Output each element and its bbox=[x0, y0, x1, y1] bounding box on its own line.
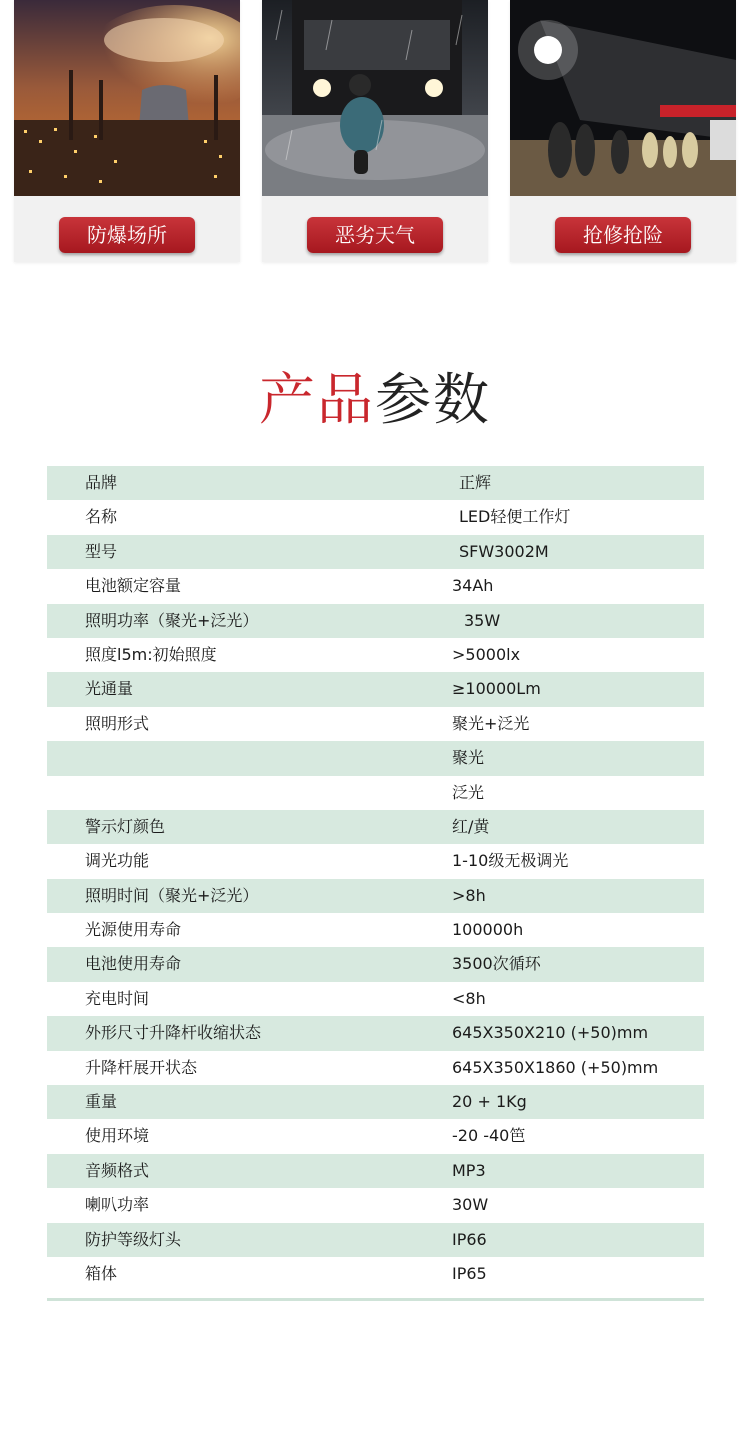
spec-row-charge-time bbox=[47, 982, 704, 1016]
spec-row-lighting-time bbox=[47, 879, 704, 913]
spec-key: 充电时间 bbox=[85, 988, 150, 1008]
spec-row-weight bbox=[47, 1085, 704, 1119]
spec-row-light-source-life bbox=[47, 913, 704, 947]
spec-key: 喇叭功率 bbox=[85, 1195, 150, 1215]
spec-key: 型号 bbox=[85, 541, 118, 561]
spec-value: ≥10000Lm bbox=[452, 679, 541, 699]
spec-key: 照明形式 bbox=[85, 713, 150, 733]
application-scenes bbox=[0, 0, 750, 265]
spec-row-size-retracted bbox=[47, 1016, 704, 1050]
spec-value: >8h bbox=[452, 885, 486, 905]
spec-value: -20 -40笆 bbox=[452, 1126, 526, 1146]
section-title-part1: 产品 bbox=[259, 368, 375, 433]
rescue-night-photo bbox=[510, 0, 736, 196]
spec-row-lighting-power bbox=[47, 604, 704, 638]
spec-key: 照明时间（聚光+泛光） bbox=[85, 885, 259, 905]
spec-row-speaker-power bbox=[47, 1188, 704, 1222]
spec-row-illuminance bbox=[47, 638, 704, 672]
spec-value: 3500次循环 bbox=[452, 954, 541, 974]
spec-key: 照度l5m:初始照度 bbox=[85, 644, 217, 664]
spec-row-name bbox=[47, 500, 704, 534]
scene-label-rescue: 抢修抢险 bbox=[555, 217, 691, 253]
rain-bus-photo bbox=[262, 0, 488, 196]
spec-row-audio-format bbox=[47, 1154, 704, 1188]
spec-row-dimming bbox=[47, 844, 704, 878]
spec-key: 照明功率（聚光+泛光） bbox=[85, 610, 259, 630]
spec-key: 防护等级灯头 bbox=[85, 1229, 182, 1249]
spec-key: 电池额定容量 bbox=[85, 576, 182, 596]
spec-key: 光通量 bbox=[85, 679, 134, 699]
spec-row-size-extended bbox=[47, 1051, 704, 1085]
spec-row-brand bbox=[47, 466, 704, 500]
scene-card-rescue bbox=[510, 0, 736, 262]
scene-label-explosion-proof: 防爆场所 bbox=[59, 217, 195, 253]
scene-label-bad-weather: 恶劣天气 bbox=[307, 217, 443, 253]
spec-value: 红/黄 bbox=[452, 816, 490, 836]
spec-value: IP66 bbox=[452, 1229, 487, 1249]
spec-key: 箱体 bbox=[85, 1263, 118, 1283]
spec-row-warning-color bbox=[47, 810, 704, 844]
scene-card-explosion-proof bbox=[14, 0, 240, 262]
spec-key: 品牌 bbox=[85, 473, 118, 492]
spec-key: 名称 bbox=[85, 507, 118, 527]
spec-value: 645X350X1860 (+50)mm bbox=[452, 1057, 659, 1077]
spec-row-protection-lamp bbox=[47, 1223, 704, 1257]
spec-key: 外形尺寸升降杆收缩状态 bbox=[85, 1023, 262, 1043]
spec-value: 1-10级无极调光 bbox=[452, 851, 569, 871]
spec-row-battery-life bbox=[47, 947, 704, 981]
spec-value: LED轻便工作灯 bbox=[459, 507, 571, 527]
spec-row-flood bbox=[47, 776, 704, 810]
spec-key: 重量 bbox=[85, 1092, 118, 1112]
spec-value: 正辉 bbox=[459, 473, 492, 492]
spec-key: 光源使用寿命 bbox=[85, 920, 182, 940]
scene-card-bad-weather bbox=[262, 0, 488, 262]
section-title-part2: 参数 bbox=[375, 368, 491, 433]
spec-value: 30W bbox=[452, 1195, 489, 1215]
spec-row-lighting-mode bbox=[47, 707, 704, 741]
spec-value: IP65 bbox=[452, 1263, 487, 1283]
spec-value: MP3 bbox=[452, 1160, 486, 1180]
spec-value: 34Ah bbox=[452, 576, 494, 596]
spec-key: 警示灯颜色 bbox=[85, 816, 166, 836]
spec-value: 聚光+泛光 bbox=[452, 713, 530, 733]
spec-key: 电池使用寿命 bbox=[85, 954, 182, 974]
spec-value: 645X350X210 (+50)mm bbox=[452, 1023, 649, 1043]
spec-row-case bbox=[47, 1257, 704, 1291]
spec-key: 音频格式 bbox=[85, 1160, 150, 1180]
spec-value: 聚光 bbox=[452, 748, 485, 768]
spec-row-environment bbox=[47, 1119, 704, 1153]
spec-key: 升降杆展开状态 bbox=[85, 1057, 198, 1077]
section-title-product-params bbox=[0, 362, 750, 440]
spec-row-model bbox=[47, 535, 704, 569]
factory-night-photo bbox=[14, 0, 240, 196]
spec-row-spot bbox=[47, 741, 704, 775]
spec-value: SFW3002M bbox=[459, 541, 549, 561]
spec-value: 100000h bbox=[452, 920, 524, 940]
spec-value: <8h bbox=[452, 988, 486, 1008]
spec-row-battery-capacity bbox=[47, 569, 704, 603]
spec-value: 35W bbox=[464, 610, 501, 630]
spec-table bbox=[47, 466, 704, 1291]
spec-key: 使用环境 bbox=[85, 1126, 150, 1146]
spec-value: 20 + 1Kg bbox=[452, 1092, 527, 1112]
spec-value: 泛光 bbox=[452, 782, 485, 802]
table-bottom-border bbox=[47, 1298, 704, 1301]
spec-key: 调光功能 bbox=[85, 851, 150, 871]
spec-row-luminous-flux bbox=[47, 672, 704, 706]
spec-value: >5000lx bbox=[452, 644, 521, 664]
